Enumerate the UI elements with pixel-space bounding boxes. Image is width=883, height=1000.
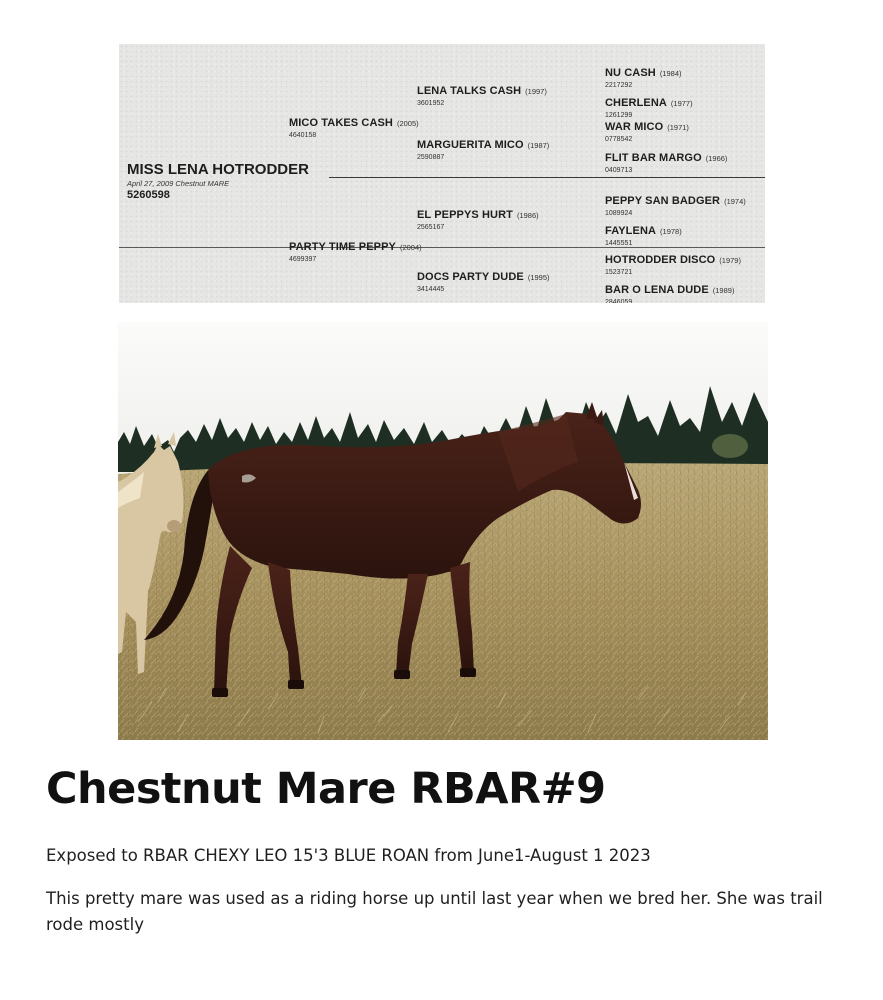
ggp-reg: 0409713 — [605, 167, 633, 174]
ggp-reg: 2846059 — [605, 299, 633, 303]
pedigree-sire-dam — [417, 136, 549, 161]
ggp-year: (1979) — [719, 256, 741, 265]
pedigree-dam-dam — [417, 268, 550, 293]
subject-name: MISS LENA HOTRODDER — [127, 161, 309, 178]
ggp-entry — [605, 192, 746, 217]
description-text: This pretty mare was used as a riding horse up until last year when we bred her. She was trail rode mostly — [46, 889, 823, 934]
horse-photo — [118, 322, 768, 740]
ggp-name: WAR MICO — [605, 121, 664, 133]
pedigree-dam — [289, 238, 422, 263]
dam-dam-reg: 3414445 — [417, 286, 445, 293]
listing-title: Chestnut Mare RBAR#9 — [46, 764, 606, 814]
pedigree-sire — [289, 114, 419, 139]
ggp-name: NU CASH — [605, 67, 656, 79]
sire-name: MICO TAKES CASH — [289, 117, 393, 129]
ggp-year: (1989) — [712, 286, 735, 295]
ggp-reg: 0778542 — [605, 136, 633, 143]
subject-reg: 5260598 — [127, 188, 170, 201]
dam-year: (2004) — [399, 243, 422, 252]
dam-dam-year: (1995) — [527, 273, 550, 282]
subject-info: April 27, 2009 Chestnut MARE — [127, 179, 230, 188]
pedigree-dam-sire — [417, 206, 539, 231]
ggp-year: (1977) — [670, 99, 693, 108]
pedigree-dam-line — [119, 247, 765, 248]
ggp-entry — [605, 281, 734, 303]
dam-sire-year: (1986) — [516, 211, 539, 220]
ggp-name: HOTRODDER DISCO — [605, 254, 716, 266]
ggp-year: (1984) — [659, 69, 682, 78]
ggp-reg: 2217292 — [605, 82, 633, 89]
sire-dam-year: (1987) — [527, 141, 550, 150]
sire-sire-reg: 3601952 — [417, 100, 445, 107]
dam-reg: 4699397 — [289, 256, 317, 263]
ggp-name: FAYLENA — [605, 225, 657, 237]
sire-dam-name: MARGUERITA MICO — [417, 139, 524, 151]
pedigree-subject — [127, 162, 309, 201]
ggp-reg: 1089924 — [605, 210, 633, 217]
sire-year: (2005) — [396, 119, 419, 128]
dam-name: PARTY TIME PEPPY — [289, 241, 396, 253]
ggp-year: (1966) — [705, 154, 728, 163]
exposure-text: Exposed to RBAR CHEXY LEO 15'3 BLUE ROAN from June1-August 1 2023 — [46, 846, 651, 865]
ggp-entry — [605, 222, 682, 247]
ggp-entry — [605, 118, 689, 143]
pedigree-chart — [119, 44, 765, 303]
ggp-entry — [605, 94, 693, 119]
ggp-name: BAR O LENA DUDE — [605, 284, 709, 296]
sire-reg: 4640158 — [289, 132, 317, 139]
dam-dam-name: DOCS PARTY DUDE — [417, 271, 524, 283]
pedigree-main-line — [329, 177, 765, 178]
sire-dam-reg: 2590887 — [417, 154, 445, 161]
sire-sire-name: LENA TALKS CASH — [417, 85, 522, 97]
ggp-year: (1974) — [724, 197, 746, 206]
sire-sire-year: (1997) — [525, 87, 547, 96]
dam-sire-name: EL PEPPYS HURT — [417, 209, 513, 221]
dam-sire-reg: 2565167 — [417, 224, 445, 231]
ggp-name: FLIT BAR MARGO — [605, 152, 702, 164]
ggp-entry — [605, 149, 727, 174]
pedigree-sire-sire — [417, 82, 547, 107]
ggp-entry — [605, 251, 741, 276]
ggp-year: (1978) — [660, 227, 682, 236]
ggp-year: (1971) — [667, 123, 689, 132]
ggp-name: CHERLENA — [605, 97, 667, 109]
ggp-name: PEPPY SAN BADGER — [605, 195, 721, 207]
ggp-reg: 1445551 — [605, 240, 633, 247]
ggp-entry — [605, 64, 682, 89]
ggp-reg: 1523721 — [605, 269, 633, 276]
ggp-reg: 1261299 — [605, 112, 633, 119]
